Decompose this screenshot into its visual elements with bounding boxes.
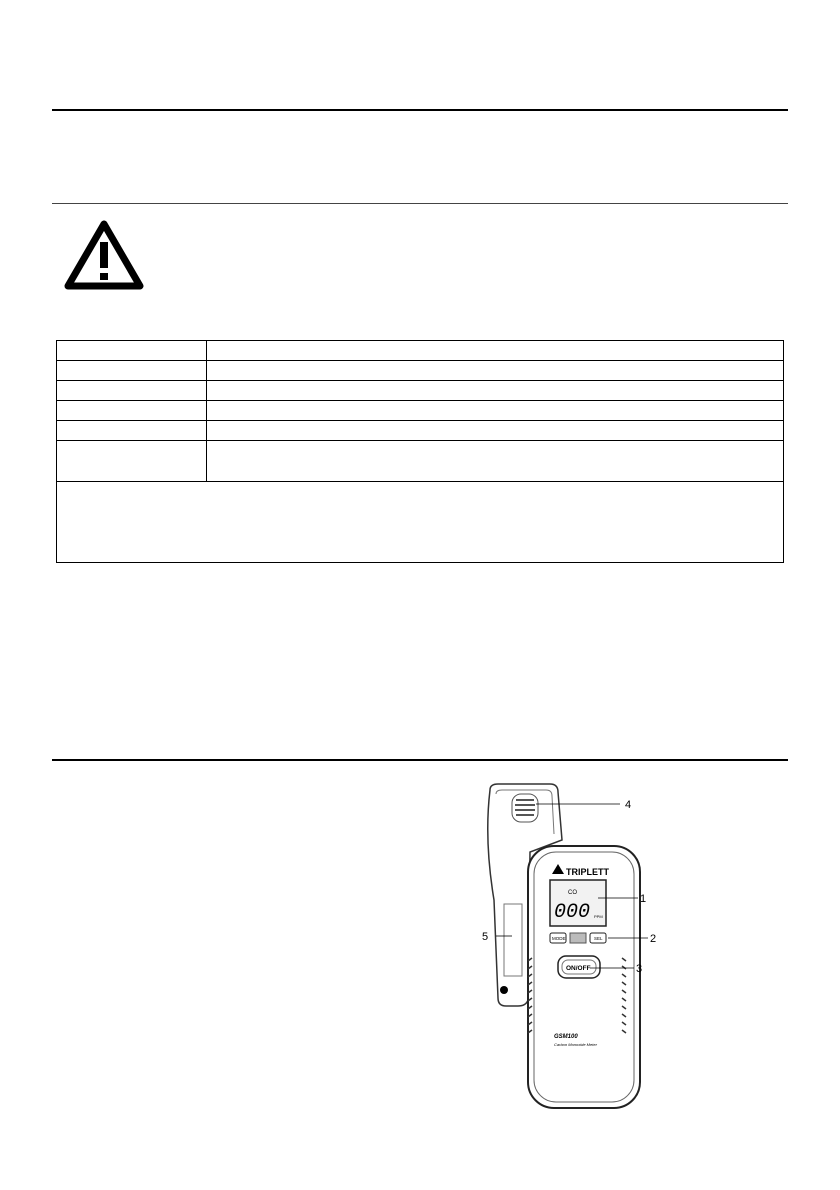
table-cell [207,361,784,381]
table-row [57,381,784,401]
model-name: GSM100 [554,1034,578,1040]
table-cell [207,381,784,401]
table-cell [207,341,784,361]
table-cell [57,441,207,482]
callout-1: 1 [640,893,647,905]
table-cell [57,421,207,441]
table-cell [57,401,207,421]
mode-button-label: MODE [552,936,566,941]
power-button-label: ON/OFF [566,965,591,972]
table-row [57,421,784,441]
table-cell [57,361,207,381]
table-row [57,361,784,381]
table-cell [207,421,784,441]
holster-rivet [500,986,508,994]
table-note-cell [57,482,784,563]
lcd-label: CO [568,890,577,896]
table-row [57,441,784,482]
callout-2: 2 [650,933,657,945]
table-cell [57,381,207,401]
lcd-reading: 000 [554,901,591,924]
table-cell [57,341,207,361]
table-cell [207,441,784,482]
specification-table [56,340,784,563]
table-note-row [57,482,784,563]
table-row [57,341,784,361]
speaker-grille [512,794,538,822]
warning-icon [64,220,144,290]
section-divider [52,203,788,204]
top-divider [52,109,788,111]
model-caption: Carbon Monoxide Meter [554,1042,597,1047]
lower-divider [52,759,788,761]
center-button[interactable] [570,933,586,943]
device-illustration [470,780,670,1110]
callout-3: 3 [636,963,643,975]
table-cell [207,401,784,421]
callout-5: 5 [482,931,489,943]
lcd-unit: PPM [594,914,603,919]
sel-button-label: SEL [594,936,603,941]
brand-name: TRIPLETT [566,867,609,877]
table-row [57,401,784,421]
callout-4: 4 [625,799,632,811]
